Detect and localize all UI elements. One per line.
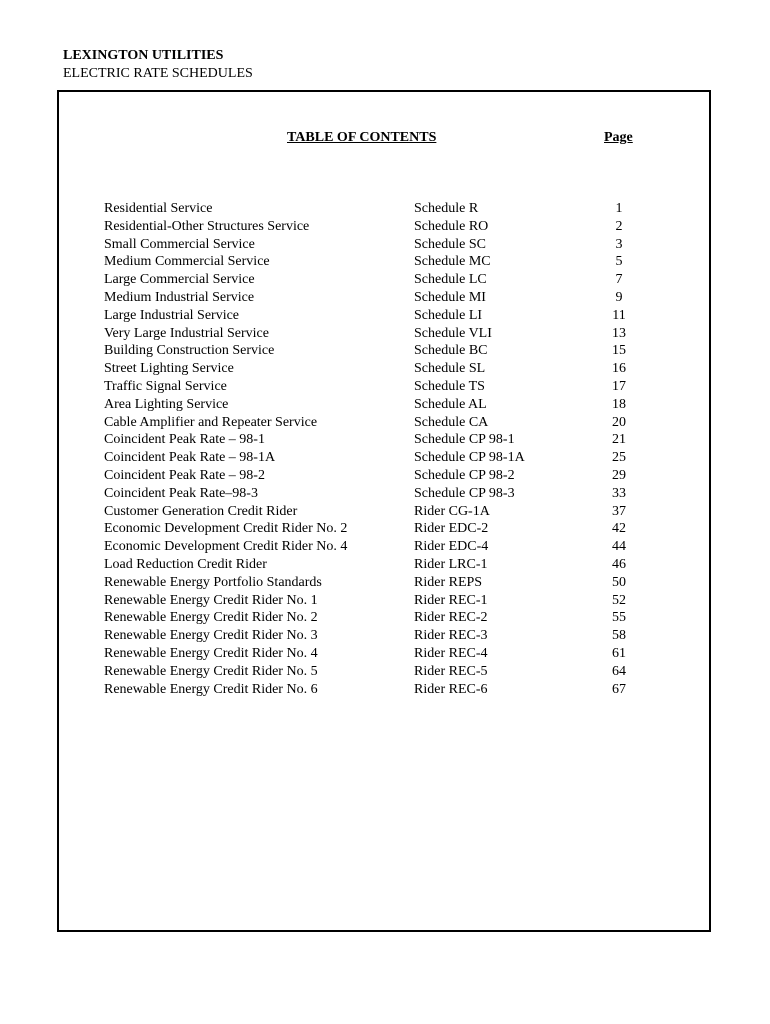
toc-schedule-code: Schedule BC	[414, 343, 488, 359]
toc-entry	[104, 592, 664, 610]
toc-entry	[104, 271, 664, 289]
toc-service-name: Renewable Energy Portfolio Standards	[104, 574, 322, 590]
toc-service-name: Economic Development Credit Rider No. 2	[104, 521, 348, 537]
toc-page-number: 67	[612, 681, 626, 697]
toc-service-name: Traffic Signal Service	[104, 378, 227, 394]
toc-service-name: Coincident Peak Rate–98-3	[104, 485, 258, 501]
toc-service-name: Renewable Energy Credit Rider No. 2	[104, 610, 318, 626]
toc-schedule-code: Schedule CP 98-1	[414, 432, 515, 448]
toc-service-name: Economic Development Credit Rider No. 4	[104, 539, 348, 555]
toc-entry	[104, 556, 664, 574]
toc-schedule-code: Schedule CP 98-3	[414, 485, 515, 501]
toc-entry	[104, 520, 664, 538]
toc-schedule-code: Schedule CP 98-2	[414, 467, 515, 483]
toc-schedule-code: Schedule SL	[414, 361, 486, 377]
toc-service-name: Load Reduction Credit Rider	[104, 556, 267, 572]
toc-page-number: 3	[615, 236, 623, 252]
toc-page-number: 1	[615, 201, 623, 216]
toc-service-name: Medium Commercial Service	[104, 254, 270, 270]
toc-entry	[104, 414, 664, 432]
toc-service-name: Residential Service	[104, 201, 213, 216]
toc-entry	[104, 218, 664, 236]
document-header	[63, 47, 253, 83]
toc-entry	[104, 645, 664, 663]
toc-schedule-code: Schedule CP 98-1A	[414, 450, 525, 466]
toc-entry	[104, 449, 664, 467]
toc-page-number: 21	[612, 432, 626, 448]
toc-page-number: 2	[615, 218, 623, 234]
toc-page-number: 46	[612, 556, 626, 572]
toc-page-number: 15	[612, 343, 626, 359]
toc-page-number: 17	[612, 378, 626, 394]
toc-entry	[104, 378, 664, 396]
toc-entry	[104, 627, 664, 645]
toc-entry	[104, 289, 664, 307]
toc-service-name: Area Lighting Service	[104, 396, 229, 412]
toc-service-name: Very Large Industrial Service	[104, 325, 269, 341]
toc-service-name: Renewable Energy Credit Rider No. 4	[104, 645, 318, 661]
toc-entry	[104, 467, 664, 485]
toc-service-name: Coincident Peak Rate – 98-1A	[104, 450, 276, 466]
toc-title: TABLE OF CONTENTS	[287, 130, 437, 145]
toc-service-name: Small Commercial Service	[104, 236, 255, 252]
toc-entry	[104, 325, 664, 343]
toc-schedule-code: Rider REC-4	[414, 645, 488, 661]
toc-service-name: Renewable Energy Credit Rider No. 1	[104, 592, 318, 608]
toc-entry	[104, 360, 664, 378]
toc-schedule-code: Rider REC-2	[414, 610, 488, 626]
toc-page-number: 50	[612, 574, 626, 590]
toc-schedule-code: Schedule CA	[414, 414, 489, 430]
toc-service-name: Residential-Other Structures Service	[104, 218, 310, 234]
toc-entry	[104, 431, 664, 449]
toc-service-name: Renewable Energy Credit Rider No. 3	[104, 628, 318, 644]
toc-service-name: Street Lighting Service	[104, 361, 234, 377]
toc-page-number: 42	[612, 521, 626, 537]
toc-schedule-code: Schedule LC	[414, 272, 487, 288]
toc-page-number: 5	[615, 254, 623, 270]
toc-schedule-code: Schedule AL	[414, 396, 487, 412]
toc-entry	[104, 485, 664, 503]
toc-schedule-code: Rider EDC-4	[414, 539, 489, 555]
toc-page-number: 52	[612, 592, 626, 608]
toc-page-number: 61	[612, 645, 626, 661]
toc-entry	[104, 236, 664, 254]
toc-page-number: 18	[612, 396, 626, 412]
toc-entry	[104, 574, 664, 592]
toc-page-number: 13	[612, 325, 626, 341]
toc-service-name: Medium Industrial Service	[104, 289, 255, 305]
toc-entry	[104, 342, 664, 360]
toc-entry	[104, 253, 664, 271]
toc-schedule-code: Schedule SC	[414, 236, 486, 252]
toc-schedule-code: Rider REC-6	[414, 681, 488, 697]
toc-page-number: 64	[612, 663, 626, 679]
toc-service-name: Building Construction Service	[104, 343, 275, 359]
toc-page-number: 29	[612, 467, 626, 483]
toc-page-number: 37	[612, 503, 626, 519]
toc-service-name: Coincident Peak Rate – 98-1	[104, 432, 265, 448]
toc-service-name: Large Commercial Service	[104, 272, 255, 288]
toc-entry	[104, 200, 664, 218]
toc-schedule-code: Rider EDC-2	[414, 521, 489, 537]
toc-page-number: 58	[612, 628, 626, 644]
toc-schedule-code: Schedule MI	[414, 289, 486, 305]
toc-page-number: 55	[612, 610, 626, 626]
toc-service-name: Large Industrial Service	[104, 307, 240, 323]
toc-page-number: 7	[615, 272, 623, 288]
toc-service-name: Renewable Energy Credit Rider No. 6	[104, 681, 318, 697]
toc-schedule-code: Rider CG-1A	[414, 503, 490, 519]
toc-entry	[104, 307, 664, 325]
toc-schedule-code: Rider REC-3	[414, 628, 488, 644]
toc-page-number: 25	[612, 450, 626, 466]
toc-service-name: Renewable Energy Credit Rider No. 5	[104, 663, 318, 679]
toc-page-number: 33	[612, 485, 626, 501]
toc-schedule-code: Rider REC-1	[414, 592, 488, 608]
toc-schedule-code: Schedule TS	[414, 378, 485, 394]
toc-page-number: 16	[612, 361, 626, 377]
toc-page-number: 9	[615, 289, 623, 305]
toc-entry	[104, 609, 664, 627]
toc-entry	[104, 503, 664, 521]
toc-entry	[104, 538, 664, 556]
toc-schedule-code: Schedule LI	[414, 307, 483, 323]
toc-service-name: Cable Amplifier and Repeater Service	[104, 414, 318, 430]
toc-schedule-code: Schedule RO	[414, 218, 489, 234]
toc-service-name: Coincident Peak Rate – 98-2	[104, 467, 265, 483]
toc-page-number: 11	[612, 307, 626, 323]
toc-schedule-code: Schedule VLI	[414, 325, 492, 341]
toc-schedule-code: Rider REC-5	[414, 663, 488, 679]
toc-list	[104, 200, 664, 698]
toc-schedule-code: Rider LRC-1	[414, 556, 488, 572]
toc-schedule-code: Rider REPS	[414, 574, 483, 590]
toc-entry	[104, 396, 664, 414]
document-subtitle: ELECTRIC RATE SCHEDULES	[63, 66, 253, 81]
toc-page-number: 44	[612, 539, 626, 555]
organization-name: LEXINGTON UTILITIES	[63, 48, 224, 63]
toc-service-name: Customer Generation Credit Rider	[104, 503, 298, 519]
toc-entry	[104, 681, 664, 699]
toc-schedule-code: Schedule R	[414, 201, 479, 216]
page-column-heading: Page	[604, 130, 633, 145]
toc-entry	[104, 663, 664, 681]
toc-schedule-code: Schedule MC	[414, 254, 491, 270]
toc-page-number: 20	[612, 414, 626, 430]
